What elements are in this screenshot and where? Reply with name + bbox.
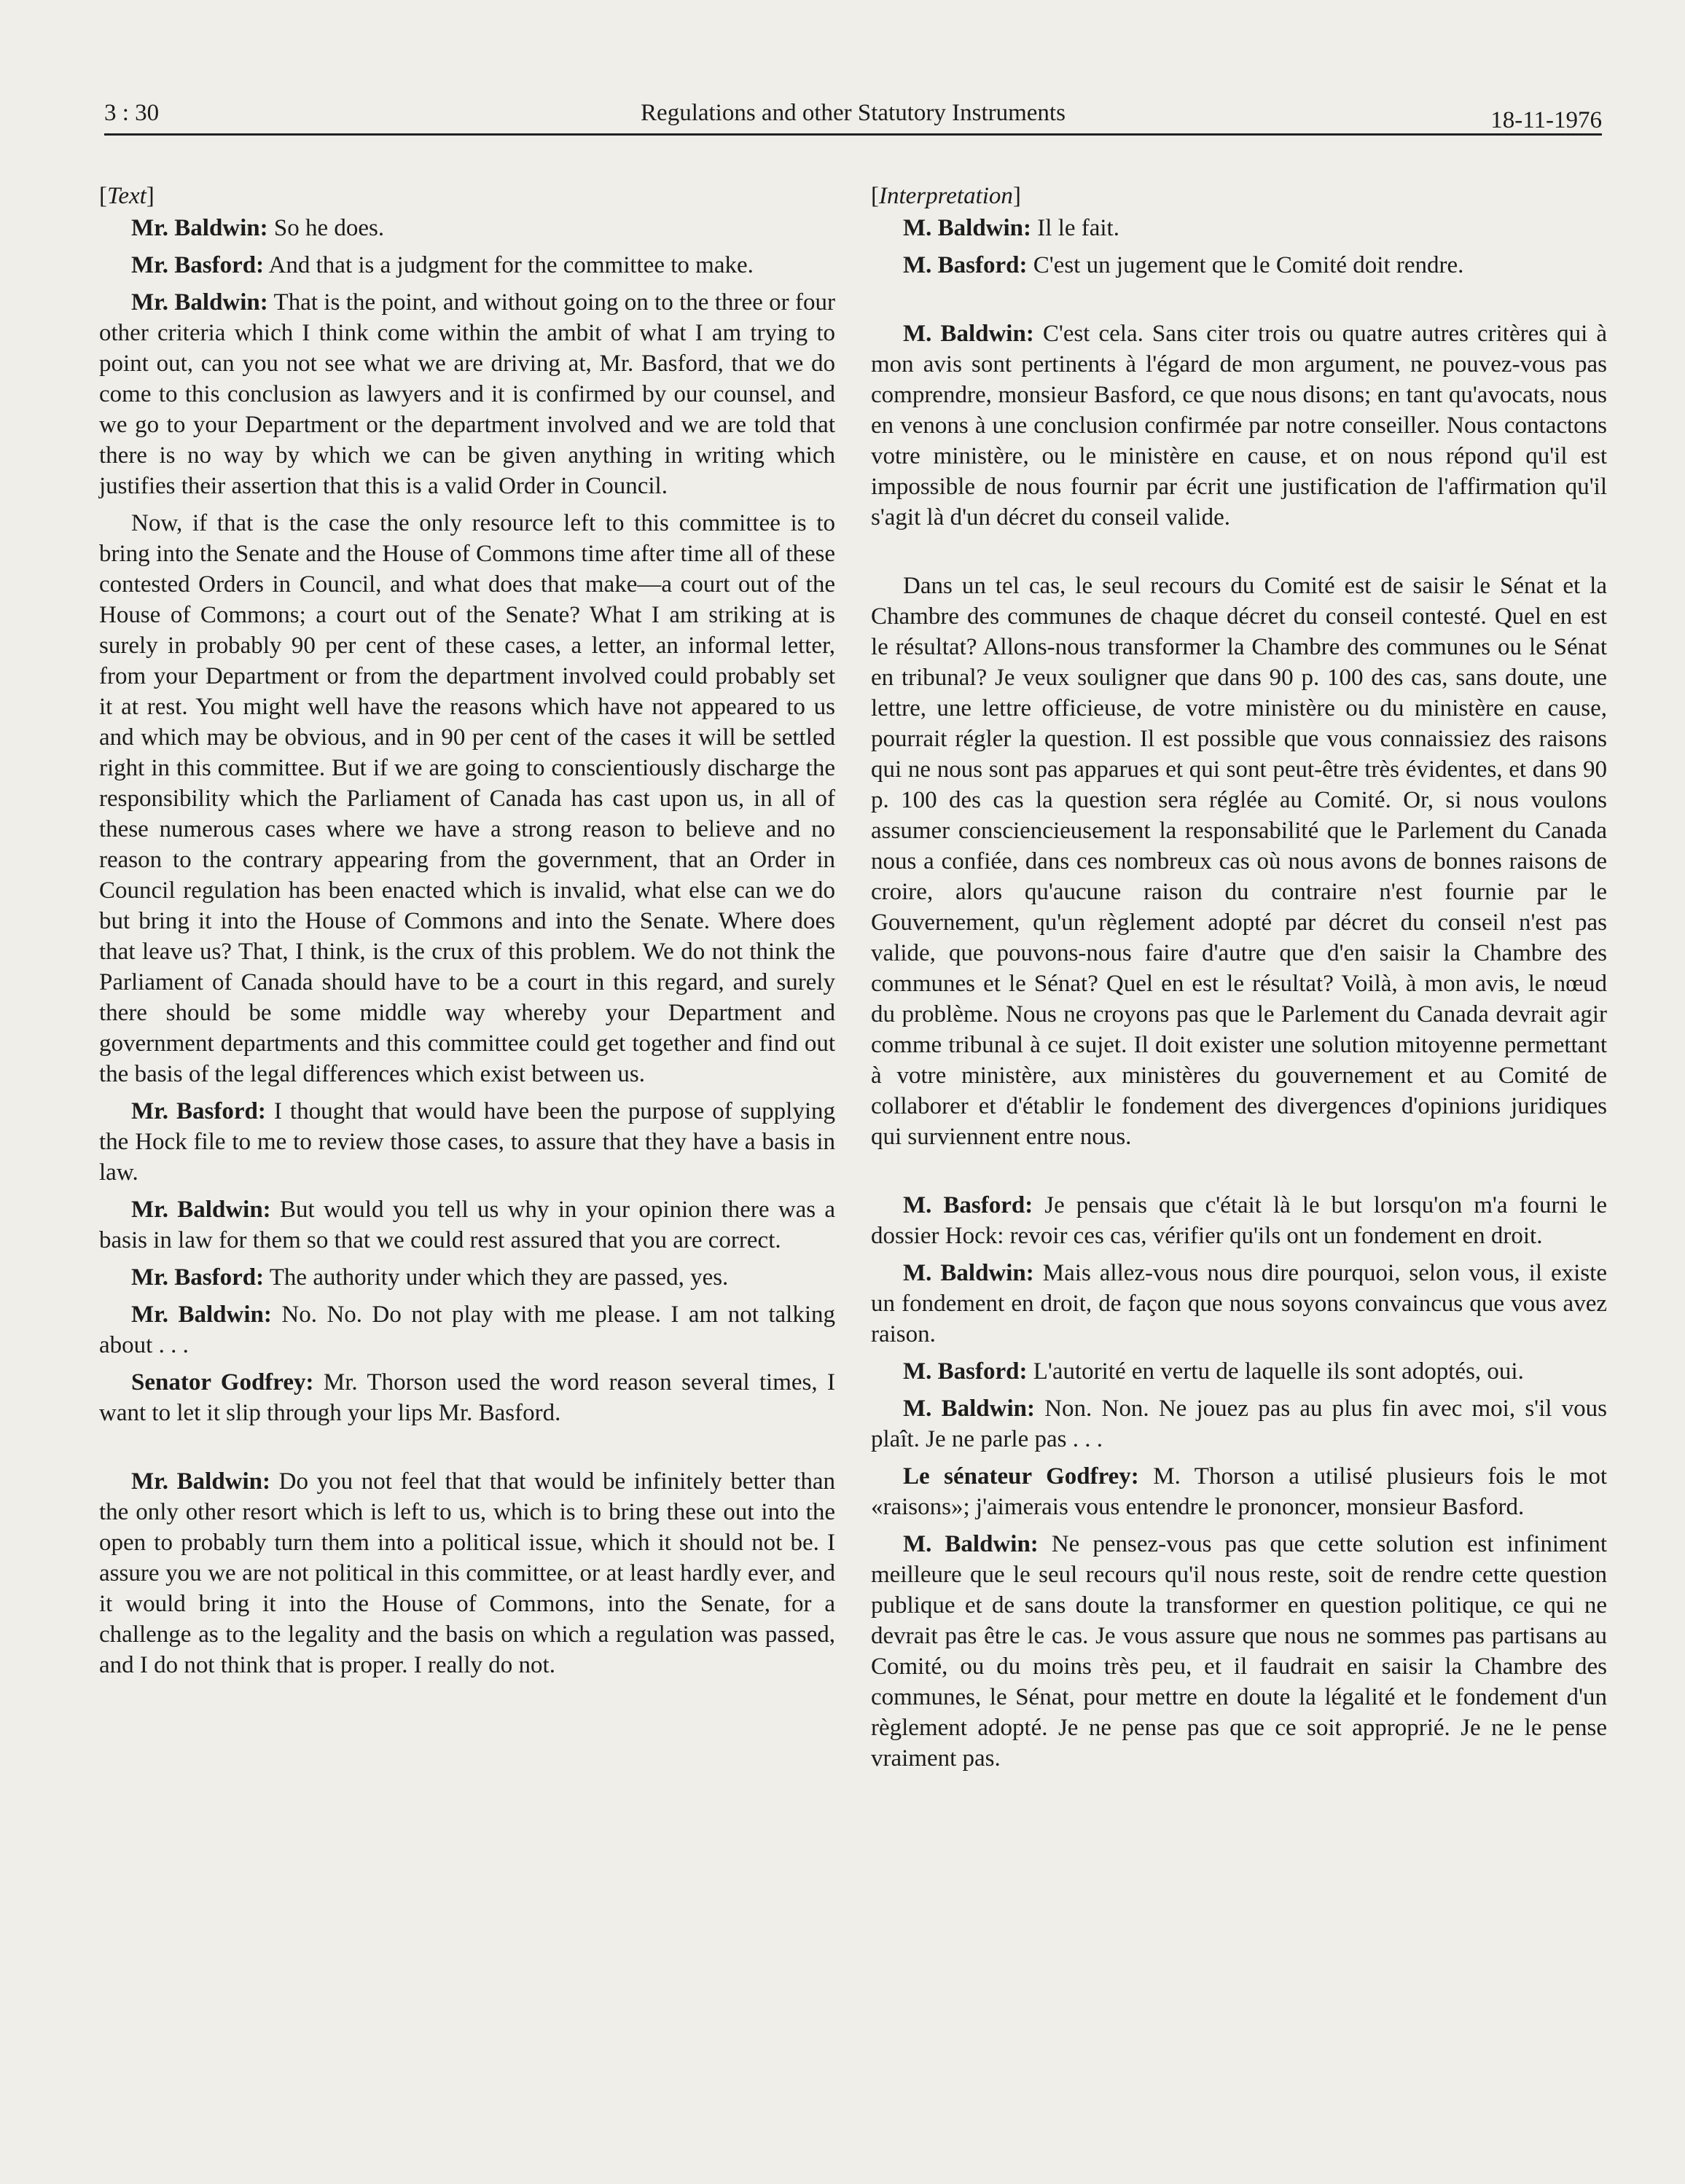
english-paragraph: Now, if that is the case the only resource left to this committee is to bring into the Senate and the House of Commons time after time all of these contested Orders in Council, and what does that make—a court out of the House of Commons; a court out of the Senate? What I am striking at is surely in probably 90 per cent of these cases, a letter, an informal letter, from your Department or from the department involved could probably set it at rest. You might well have the reasons which have not appeared to us and which may be obvious, and in 90 per cent of the cases it will be settled right in this committee. But if we are going to conscientiously discharge the responsibility which the Parliament of Canada has cast upon us, in all of these numerous cases where we have a strong reason to believe and no reason to the contrary appearing from the government, that an Order in Council regulation has been enacted which is invalid, what else can we do but bring it into the House of Commons and into the Senate. Where does that leave us? That, I think, is the crux of this problem. We do not think the Parliament of Canada should have to be a court in this regard, and surely there should be some middle way whereby your Department and government departments and this committee could get together and find out the basis of the legal differences which exist between us. xyxy=(99,510,835,1087)
french-paragraph: M. Baldwin: C'est cela. Sans citer trois ou quatre autres critères qui à mon avis sont pertinents à l'égard de mon argument, ne pouvez-vous pas comprendre, monsieur Basford, ce que nous disons; en tant qu'avocats, nous en venons à une conclusion confirmée par notre conseiller. Nous contactons votre ministère, ou le ministère en cause, et on nous répond qu'il est impossible de nous fournir par écrit une justification de l'affirmation qu'il s'agit là d'un décret du conseil valide. xyxy=(871,321,1608,531)
french-paragraph: M. Baldwin: Il le fait. xyxy=(903,215,1119,241)
english-paragraph: Mr. Basford: I thought that would have been the purpose of supplying the Hock file to me to review those cases, to assure that they have a basis in law. xyxy=(99,1098,835,1186)
english-label: [Text] xyxy=(99,183,155,209)
english-paragraph: Mr. Baldwin: Do you not feel that that would be infinitely better than the only other resort which is left to us, which is to bring these out into the open to probably turn them into a political issue, which it should not be. I assure you we are not political in this committee, or at least hardly ever, and it would bring it into the House of Commons, into the Senate, for a challenge as to the legality and the basis on which a regulation was passed, and I do not think that is proper. I really do not. xyxy=(99,1468,836,1678)
english-paragraph: Senator Godfrey: Mr. Thorson used the word reason several times, I want to let it slip through your lips Mr. Basford. xyxy=(99,1369,836,1426)
english-paragraph: Mr. Baldwin: So he does. xyxy=(131,215,385,241)
french-paragraph: M. Basford: C'est un jugement que le Comité doit rendre. xyxy=(903,252,1464,278)
english-paragraph: Mr. Baldwin: But would you tell us why in your opinion there was a basis in law for them so that we could rest assured that you are correct. xyxy=(99,1197,836,1253)
english-paragraph: Mr. Baldwin: No. No. Do not play with me please. I am not talking about . . . xyxy=(99,1302,836,1358)
header-date: 18-11-1976 xyxy=(1490,107,1602,133)
french-paragraph: Le sénateur Godfrey: M. Thorson a utilisé plusieurs fois le mot «raisons»; j'aimerais vous entendre le prononcer, monsieur Basford. xyxy=(871,1463,1608,1520)
page-header xyxy=(104,97,1602,136)
french-paragraph: Dans un tel cas, le seul recours du Comité est de saisir le Sénat et la Chambre des communes de chaque décret du conseil contesté. Quel en est le résultat? Allons-nous transformer la Chambre des communes ou le Sénat en tribunal? Je veux souligner que dans 90 p. 100 des cas, sans doute, une lettre, une lettre officieuse, de votre ministère ou du ministère en cause, pourrait régler la question. Il est possible que vous connaissiez des raisons qui ne nous sont pas apparues et qui sont peut-être très évidentes, et dans 90 p. 100 des cas la question sera réglée au Comité. Or, si nous voulons assumer consciencieusement la responsabilité que le Parlement du Canada nous a confiée, dans ces nombreux cas où nous avons de bonnes raisons de croire, alors qu'aucune raison du contraire n'est fournie par le Gouvernement, qu'un règlement adopté par décret du conseil n'est pas valide, que pouvons-nous faire d'autre que d'en saisir la Chambre des communes et le Sénat? Quel en est le résultat? Voilà, à mon avis, le nœud du problème. Nous ne croyons pas que le Parlement du Canada devrait agir comme tribunal à ce sujet. Il doit exister une solution mitoyenne permettant à votre ministère, aux ministères du gouvernement et au Comité de collaborer et d'établir le fondement des divergences d'opinions juridiques qui surviennent entre nous. xyxy=(871,573,1607,1150)
french-column xyxy=(871,181,1607,1780)
page-number: 3 : 30 xyxy=(104,100,160,126)
french-paragraph: M. Baldwin: Ne pensez-vous pas que cette solution est infiniment meilleure que le seul recours qu'il nous reste, soit de rendre cette question publique et de sans doute la transformer en question politique, ce qui ne devrait pas être le cas. Je vous assure que nous ne sommes pas partisans au Comité, ou du moins très peu, et il faudrait en saisir la Chambre des communes, le Sénat, pour mettre en doute la légalité et le fondement d'un règlement adopté. Je ne pense pas que ce soit approprié. Je ne le pense vraiment pas. xyxy=(871,1531,1607,1772)
french-paragraph: M. Baldwin: Mais allez-vous nous dire pourquoi, selon vous, il existe un fondement en droit, de façon que nous soyons convaincus que vous avez raison. xyxy=(871,1260,1607,1347)
french-paragraph: M. Basford: Je pensais que c'était là le but lorsqu'on m'a fourni le dossier Hock: revoir ces cas, vérifier qu'ils ont un fondement en droit. xyxy=(871,1192,1608,1249)
french-paragraph: M. Basford: L'autorité en vertu de laquelle ils sont adoptés, oui. xyxy=(903,1358,1524,1385)
running-title: Regulations and other Statutory Instruments xyxy=(641,100,1066,126)
english-paragraph: Mr. Basford: The authority under which they are passed, yes. xyxy=(131,1264,729,1291)
french-label: [Interpretation] xyxy=(871,183,1021,209)
english-column xyxy=(99,181,835,1687)
english-paragraph: Mr. Basford: And that is a judgment for the committee to make. xyxy=(131,252,754,278)
english-paragraph: Mr. Baldwin: That is the point, and without going on to the three or four other criteria which I think come within the ambit of what I am trying to point out, can you not see what we are driving at, Mr. Basford, that we do come to this conclusion as lawyers and it is confirmed by our counsel, and we go to your Department or the department involved and we are told that there is no way by which we can be given anything in writing which justifies their assertion that this is a valid Order in Council. xyxy=(99,289,835,499)
french-paragraph: M. Baldwin: Non. Non. Ne jouez pas au plus fin avec moi, s'il vous plaît. Je ne parle pas . . . xyxy=(871,1396,1608,1452)
